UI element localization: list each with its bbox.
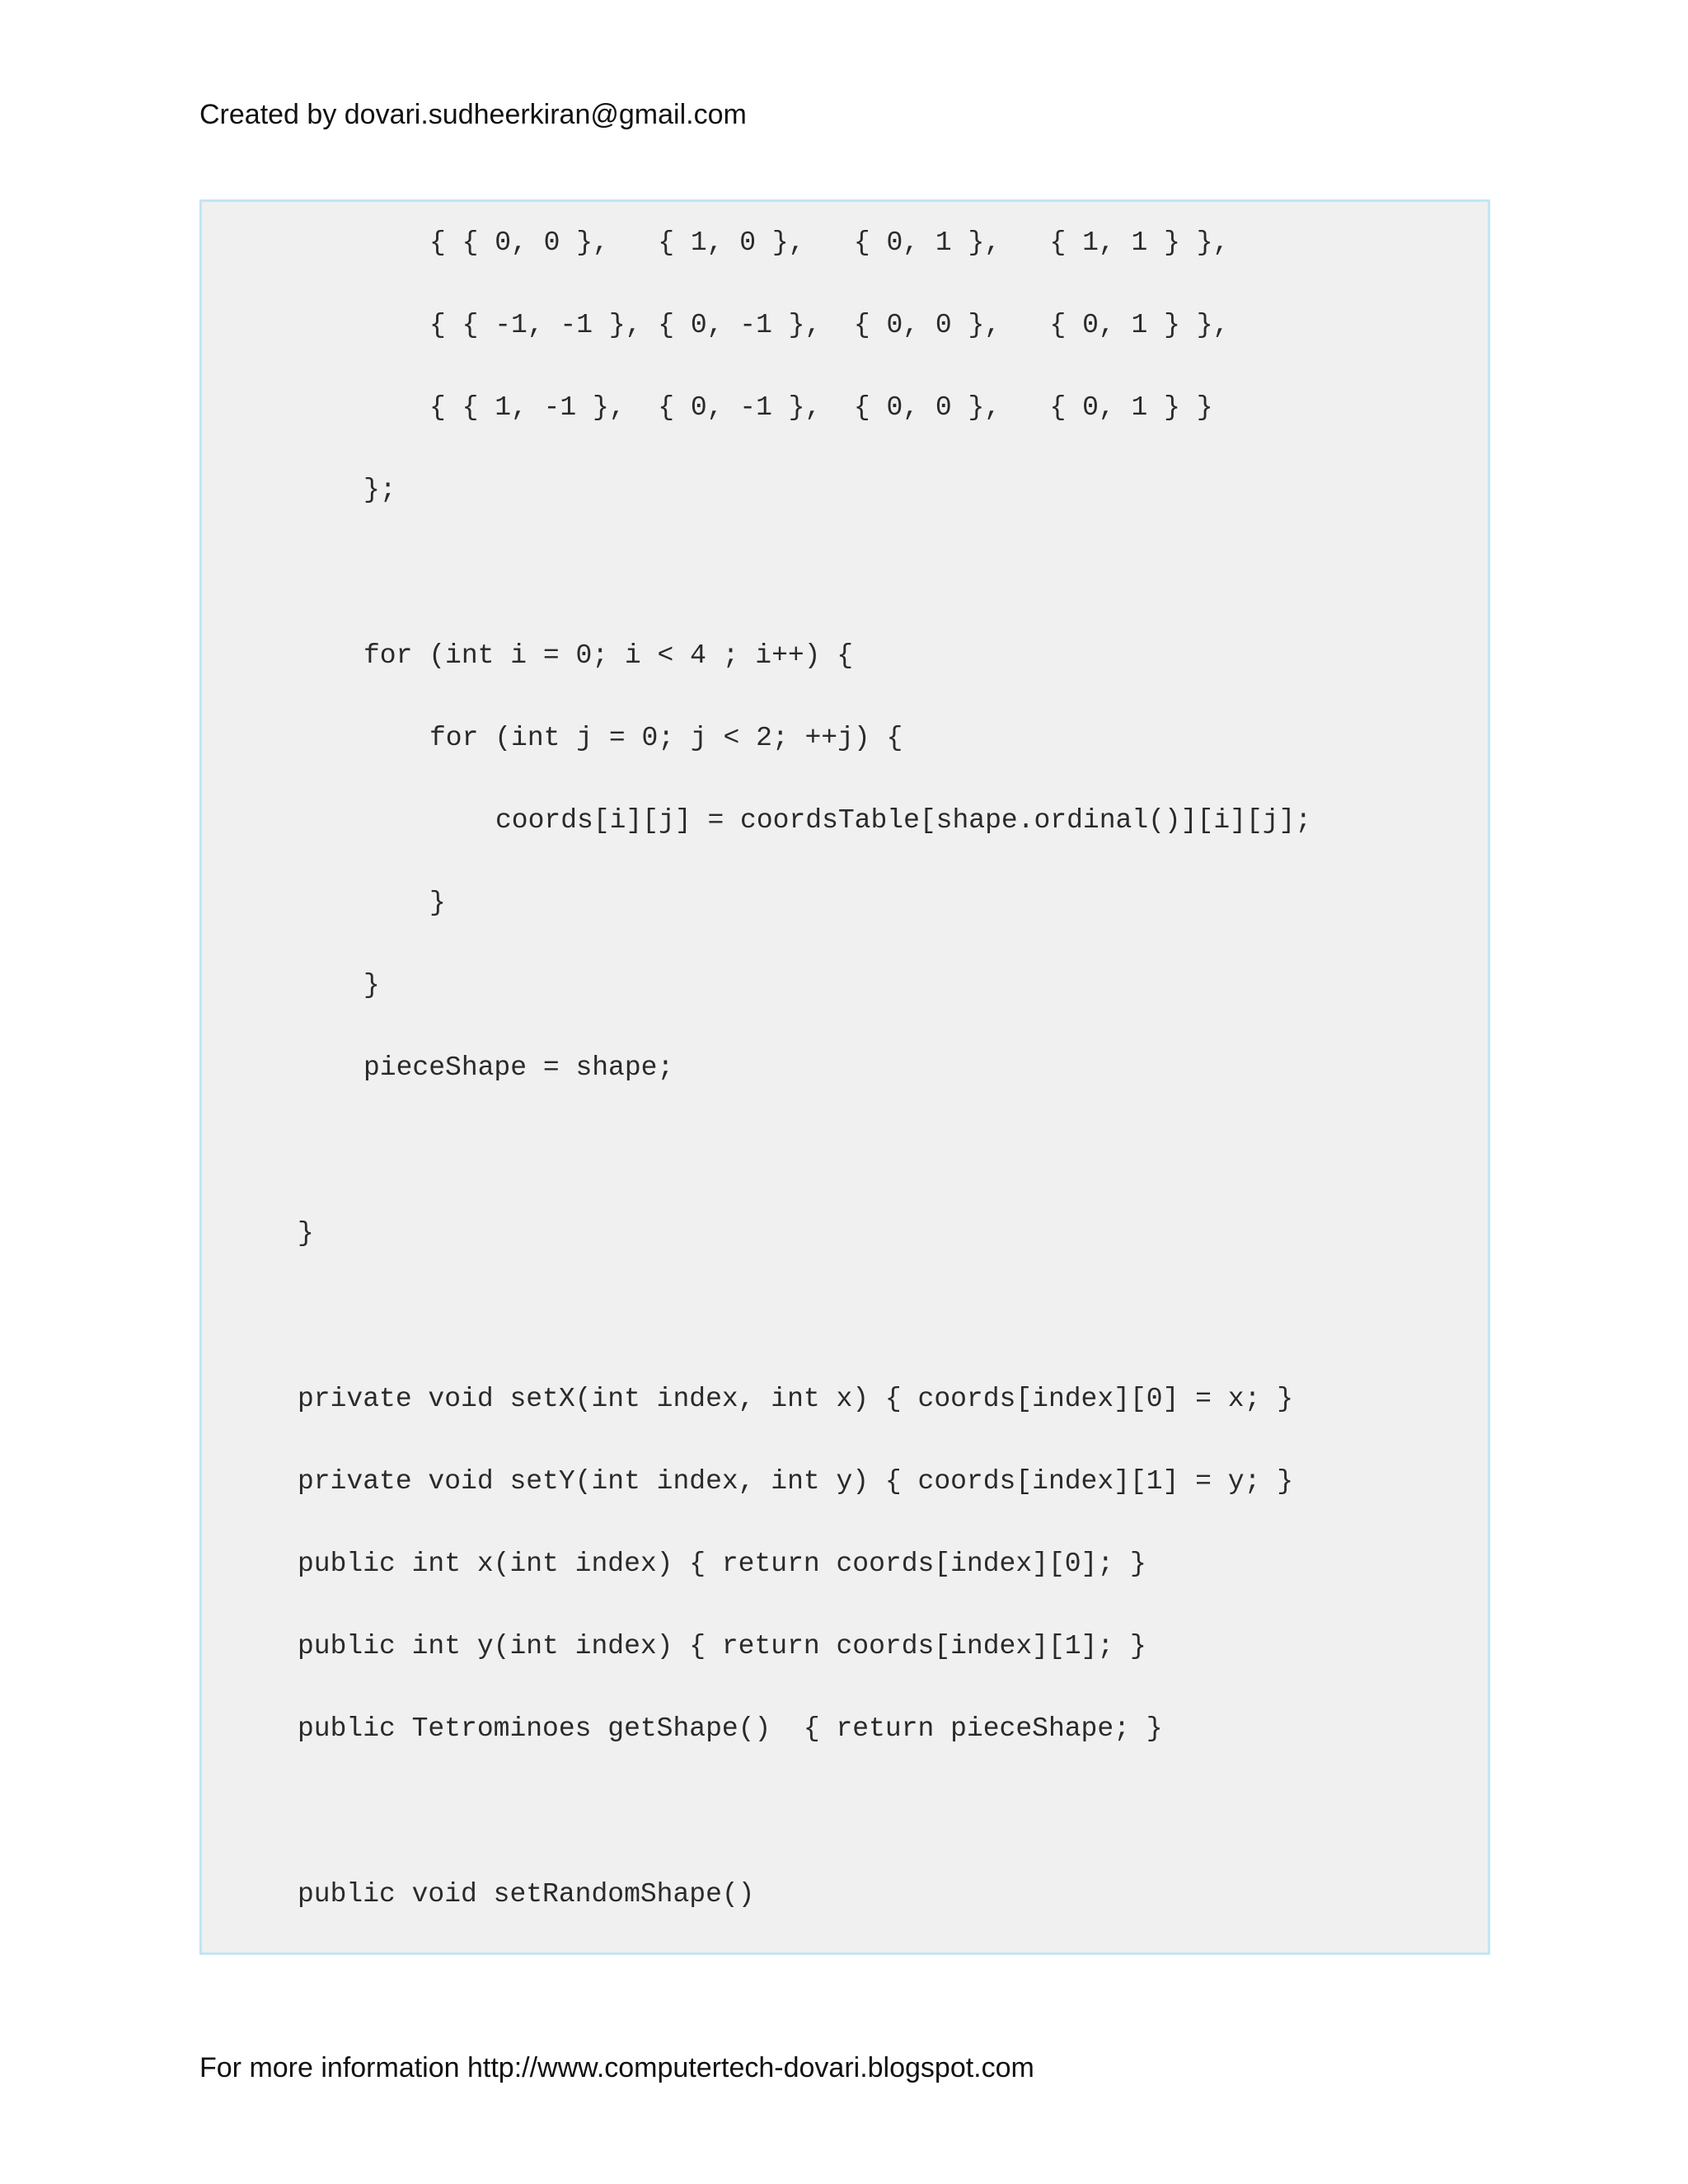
- code-line: pieceShape = shape;: [363, 1052, 674, 1083]
- code-line: { { 0, 0 }, { 1, 0 }, { 0, 1 }, { 1, 1 } },: [429, 227, 1230, 258]
- code-block: [199, 199, 1490, 1955]
- code-line: public int x(int index) { return coords[index][0]; }: [298, 1549, 1146, 1579]
- code-line: public void setRandomShape(): [298, 1879, 755, 1910]
- code-line: };: [363, 475, 396, 505]
- code-line: private void setX(int index, int x) { coords[index][0] = x; }: [298, 1384, 1293, 1414]
- code-line: { { -1, -1 }, { 0, -1 }, { 0, 0 }, { 0, 1 } },: [429, 310, 1230, 340]
- page-header: Created by dovari.sudheerkiran@gmail.com: [199, 99, 747, 130]
- page-footer: For more information http://www.computertech-dovari.blogspot.com: [199, 2052, 1034, 2083]
- code-line: for (int i = 0; i < 4 ; i++) {: [363, 640, 854, 671]
- code-line: }: [429, 888, 446, 918]
- code-line: private void setY(int index, int y) { coords[index][1] = y; }: [298, 1466, 1293, 1497]
- code-line: public int y(int index) { return coords[index][1]; }: [298, 1631, 1146, 1661]
- code-line: for (int j = 0; j < 2; ++j) {: [429, 723, 903, 753]
- code-line: }: [363, 970, 380, 1001]
- code-line: coords[i][j] = coordsTable[shape.ordinal()][i][j];: [495, 805, 1312, 836]
- code-line: }: [298, 1218, 314, 1249]
- code-line: public Tetrominoes getShape() { return pieceShape; }: [298, 1713, 1163, 1744]
- code-line: { { 1, -1 }, { 0, -1 }, { 0, 0 }, { 0, 1 } }: [429, 392, 1213, 423]
